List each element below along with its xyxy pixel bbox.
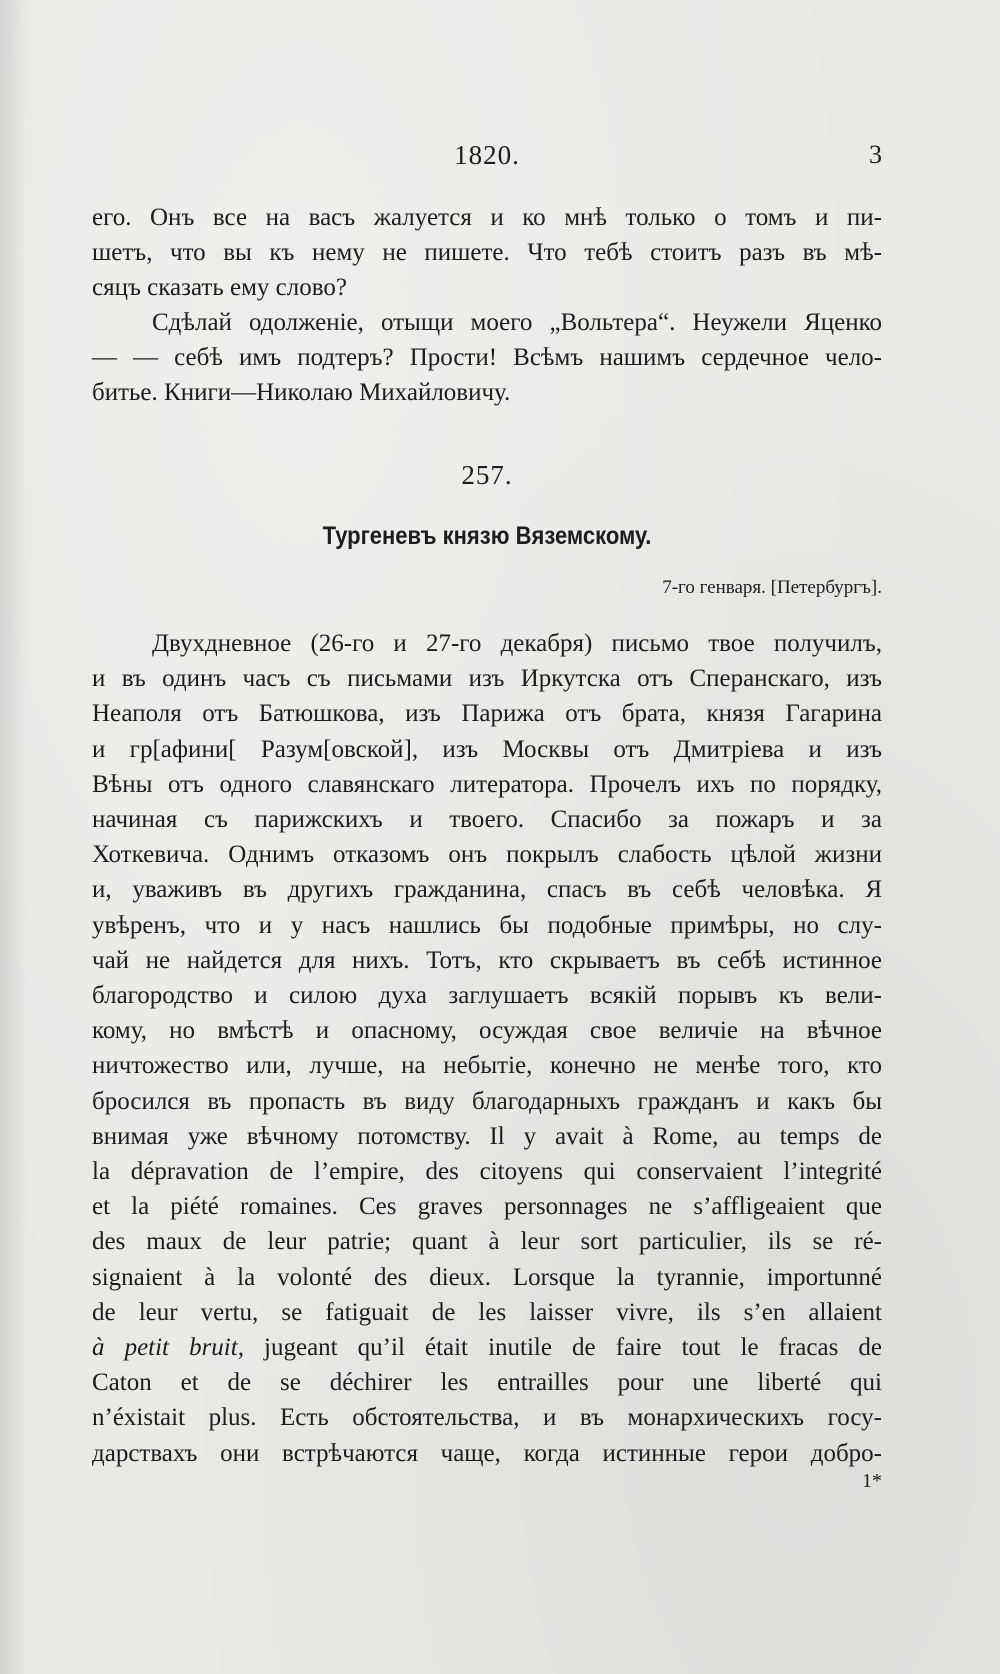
letter-line: увѣренъ, что и у насъ нашлись бы подобные примѣры, но слу- <box>92 911 882 939</box>
letter-line: начиная съ парижскихъ и твоего. Спасибо за пожаръ и за <box>92 806 882 834</box>
letter-line: и гр[афини[ Разум[овской], изъ Москвы отъ Дмитріева и изъ <box>92 735 882 763</box>
letter-line: дарствахъ они встрѣчаются чаще, когда истинные герои добро- <box>92 1439 882 1467</box>
letter-line: la dépravation de l’empire, des citoyens qui conservaient l’integrité <box>92 1158 882 1186</box>
letter-line: кому, но вмѣстѣ и опасному, осуждая свое величіе на вѣчное <box>92 1017 882 1045</box>
letter-line: n’éxistait plus. Есть обстоятельства, и въ монархическихъ госу- <box>92 1404 882 1432</box>
page-number: 3 <box>869 140 882 169</box>
continuation-line: — — себѣ имъ подтеръ? Прости! Всѣмъ нашимъ сердечное чело- <box>92 344 882 371</box>
letter-line: Неаполя отъ Батюшкова, изъ Парижа отъ брата, князя Гагарина <box>92 700 882 728</box>
continuation-line: сяцъ сказать ему слово? <box>92 274 347 301</box>
letter-line: бросился въ пропасть въ виду благодарныхъ гражданъ и какъ бы <box>92 1087 882 1115</box>
letter-line: Вѣны отъ одного славянскаго литератора. Прочелъ ихъ по порядку, <box>92 770 882 798</box>
continuation-line: шетъ, что вы къ нему не пишете. Что тебѣ стоитъ разъ въ мѣ- <box>92 239 882 266</box>
letter-line: внимая уже вѣчному потомству. Il y avait à Rome, au temps de <box>92 1122 882 1150</box>
continuation-text <box>92 200 882 410</box>
letter-title: Тургеневъ князю Вяземскому. <box>322 522 652 550</box>
letter-line-mixed <box>92 1330 882 1365</box>
continuation-line: битье. Книги—Николаю Михайловичу. <box>92 379 511 406</box>
letter-line: чай не найдется для нихъ. Тотъ, кто скрываетъ въ себѣ истинное <box>92 946 882 974</box>
letter-line: ничтожество или, лучше, на небытіе, конечно не менѣе того, кто <box>92 1052 882 1080</box>
letter-date: 7-го генваря. [Петербургъ]. <box>662 577 882 598</box>
letter-line: signaient à la volonté des dieux. Lorsque la tyrannie, importunné <box>92 1263 882 1291</box>
line-remainder: jugeant qu’il était inutile de faire tout le fracas de <box>243 1334 882 1362</box>
continuation-line: его. Онъ все на васъ жалуется и ко мнѣ только о томъ и пи- <box>92 204 882 231</box>
continuation-line: Сдѣлай одолженіе, отыщи моего „Вольтера“. Неужели Яценко <box>152 309 882 336</box>
letter-line: Двухдневное (26-го и 27-го декабря) письмо твое получилъ, <box>152 630 882 657</box>
letter-line: de leur vertu, se fatiguait de les laisser vivre, ils s’en allaient <box>92 1298 882 1326</box>
letter-line: et la piété romaines. Ces graves personnages ne s’affligeaient que <box>92 1193 882 1221</box>
letter-line: Caton et de se déchirer les entrailles pour une liberté qui <box>92 1369 882 1397</box>
letter-line: и, уваживъ въ другихъ гражданина, спасъ въ себѣ человѣка. Я <box>92 876 882 904</box>
running-head <box>92 140 882 180</box>
letter-number: 257. <box>461 460 513 490</box>
gutter-shadow <box>0 0 28 1674</box>
letter-line: и въ одинъ часъ съ письмами изъ Иркутска отъ Сперанскаго, изъ <box>92 665 882 693</box>
signature-mark: 1* <box>862 1470 882 1492</box>
running-head-year: 1820. <box>454 140 520 170</box>
letter-body <box>92 626 882 1471</box>
letter-line: благородство и силою духа заглушаетъ всякій порывъ къ вели- <box>92 982 882 1010</box>
letter-line: Хоткевича. Однимъ отказомъ онъ покрылъ слабость цѣлой жизни <box>92 841 882 869</box>
letter-line: des maux de leur patrie; quant à leur sort particulier, ils se ré- <box>92 1228 882 1256</box>
italic-phrase: à petit bruit, <box>92 1334 244 1362</box>
